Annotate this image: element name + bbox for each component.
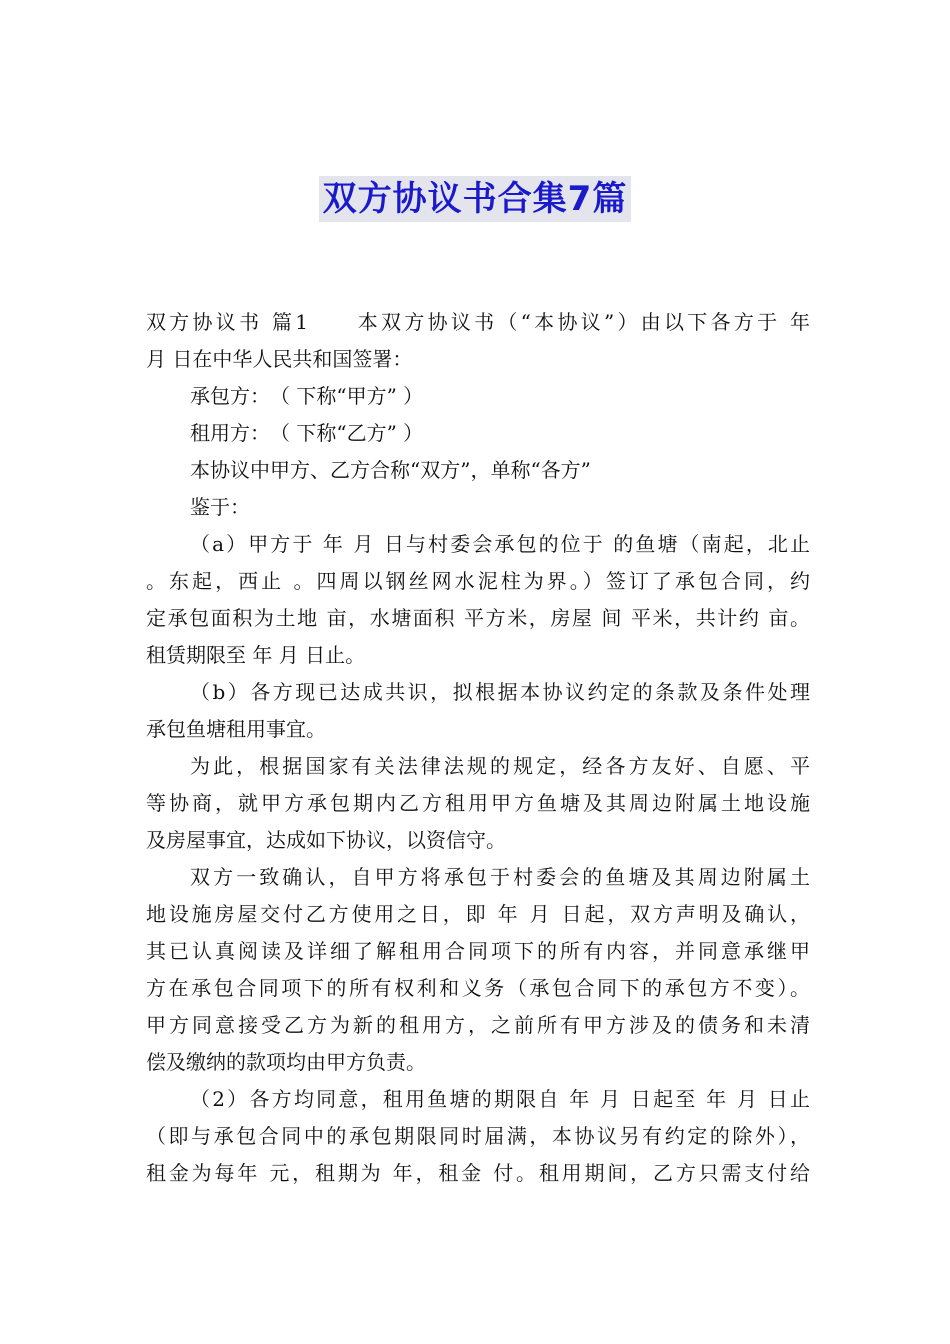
text-line: 租金为每年 元，租期为 年，租金 付。租用期间，乙方只需支付给 <box>146 1161 810 1185</box>
text-line: 双方一致确认，自甲方将承包于村委会的鱼塘及其周边附属土 <box>190 865 810 889</box>
text-line: 承包鱼塘租用事宜。 <box>146 717 326 741</box>
text-line: 租赁期限至 年 月 日止。 <box>146 643 366 667</box>
text-line: 本协议中甲方、乙方合称“双方”，单称“各方” <box>190 458 591 482</box>
text-line: 月 日在中华人民共和国签署： <box>146 347 413 371</box>
text-line: 鉴于： <box>190 495 250 519</box>
text-line: 甲方同意接受乙方为新的租用方，之前所有甲方涉及的债务和未清 <box>146 1013 810 1037</box>
text-line: 其已认真阅读及详细了解租用合同项下的所有内容，并同意承继甲 <box>146 939 810 963</box>
text-line: 偿及缴纳的款项均由甲方负责。 <box>146 1050 426 1074</box>
text-line: （b）各方现已达成共识，拟根据本协议约定的条款及条件处理 <box>190 680 810 704</box>
document-title: 双方协议书合集7篇 <box>319 176 632 222</box>
title-container <box>0 176 950 222</box>
text-line: 方在承包合同项下的所有权利和义务（承包合同下的承包方不变）。 <box>146 976 810 1000</box>
text-line: 为此，根据国家有关法律法规的规定，经各方友好、自愿、平 <box>190 754 810 778</box>
text-line: 租用方： （ 下称“乙方” ） <box>190 421 424 445</box>
document-body <box>146 304 810 1192</box>
text-line: 双方协议书 篇1 本双方协议书（“本协议”）由以下各方于 年 <box>146 310 810 334</box>
text-line: 定承包面积为土地 亩，水塘面积 平方米，房屋 间 平米，共计约 亩。 <box>146 606 810 630</box>
text-line: （即与承包合同中的承包期限同时届满，本协议另有约定的除外）， <box>146 1124 810 1148</box>
text-line: （a）甲方于 年 月 日与村委会承包的位于 的鱼塘（南起，北止 <box>190 532 810 556</box>
text-line: 承包方： （ 下称“甲方” ） <box>190 384 424 408</box>
text-line: （2）各方均同意，租用鱼塘的期限自 年 月 日起至 年 月 日止 <box>190 1087 810 1111</box>
text-line: 地设施房屋交付乙方使用之日，即 年 月 日起，双方声明及确认， <box>146 902 810 926</box>
text-line: 。东起，西止 。四周以钢丝网水泥柱为界。）签订了承包合同，约 <box>146 569 810 593</box>
text-line: 等协商，就甲方承包期内乙方租用甲方鱼塘及其周边附属土地设施 <box>146 791 810 815</box>
text-line: 及房屋事宜，达成如下协议，以资信守。 <box>146 828 506 852</box>
